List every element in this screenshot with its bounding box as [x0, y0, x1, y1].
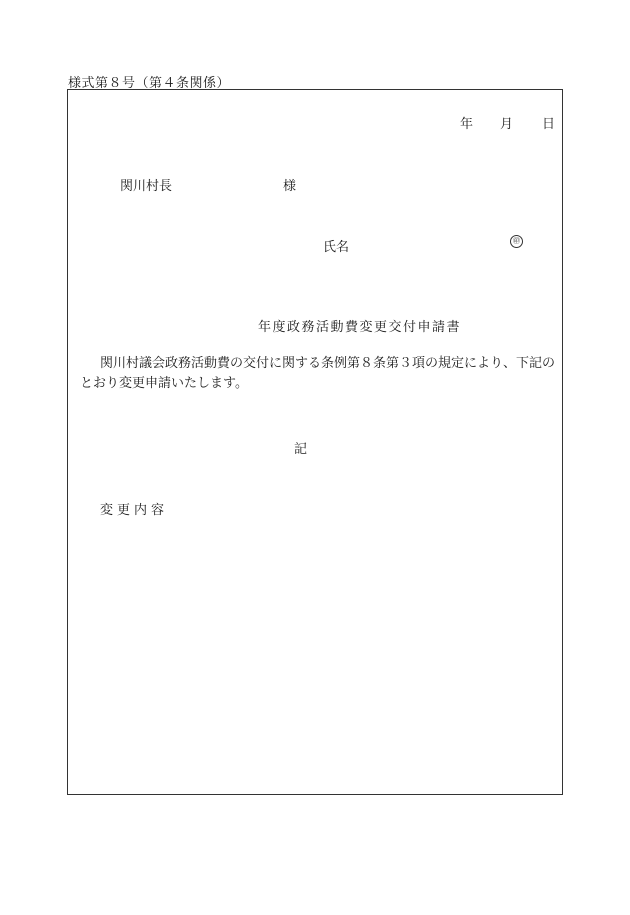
date-month-label: 月	[500, 117, 514, 132]
document-title: 年度政務活動費変更交付申請書	[258, 320, 462, 335]
form-frame	[67, 89, 563, 795]
form-number: 様式第８号（第４条関係）	[68, 76, 231, 91]
addressee: 関川村長	[120, 179, 173, 194]
ki-heading: 記	[294, 442, 308, 457]
seal-icon: ㊞	[510, 235, 523, 248]
body-text: 関川村議会政務活動費の交付に関する条例第８条第３項の規定により、下記のとおり変更申請いたします。	[80, 356, 556, 391]
date-day-label: 日	[542, 117, 556, 132]
change-content-label: 変更内容	[100, 503, 169, 518]
honorific: 様	[283, 179, 297, 194]
name-label: 氏名	[323, 240, 350, 255]
date-year-label: 年	[460, 117, 474, 132]
